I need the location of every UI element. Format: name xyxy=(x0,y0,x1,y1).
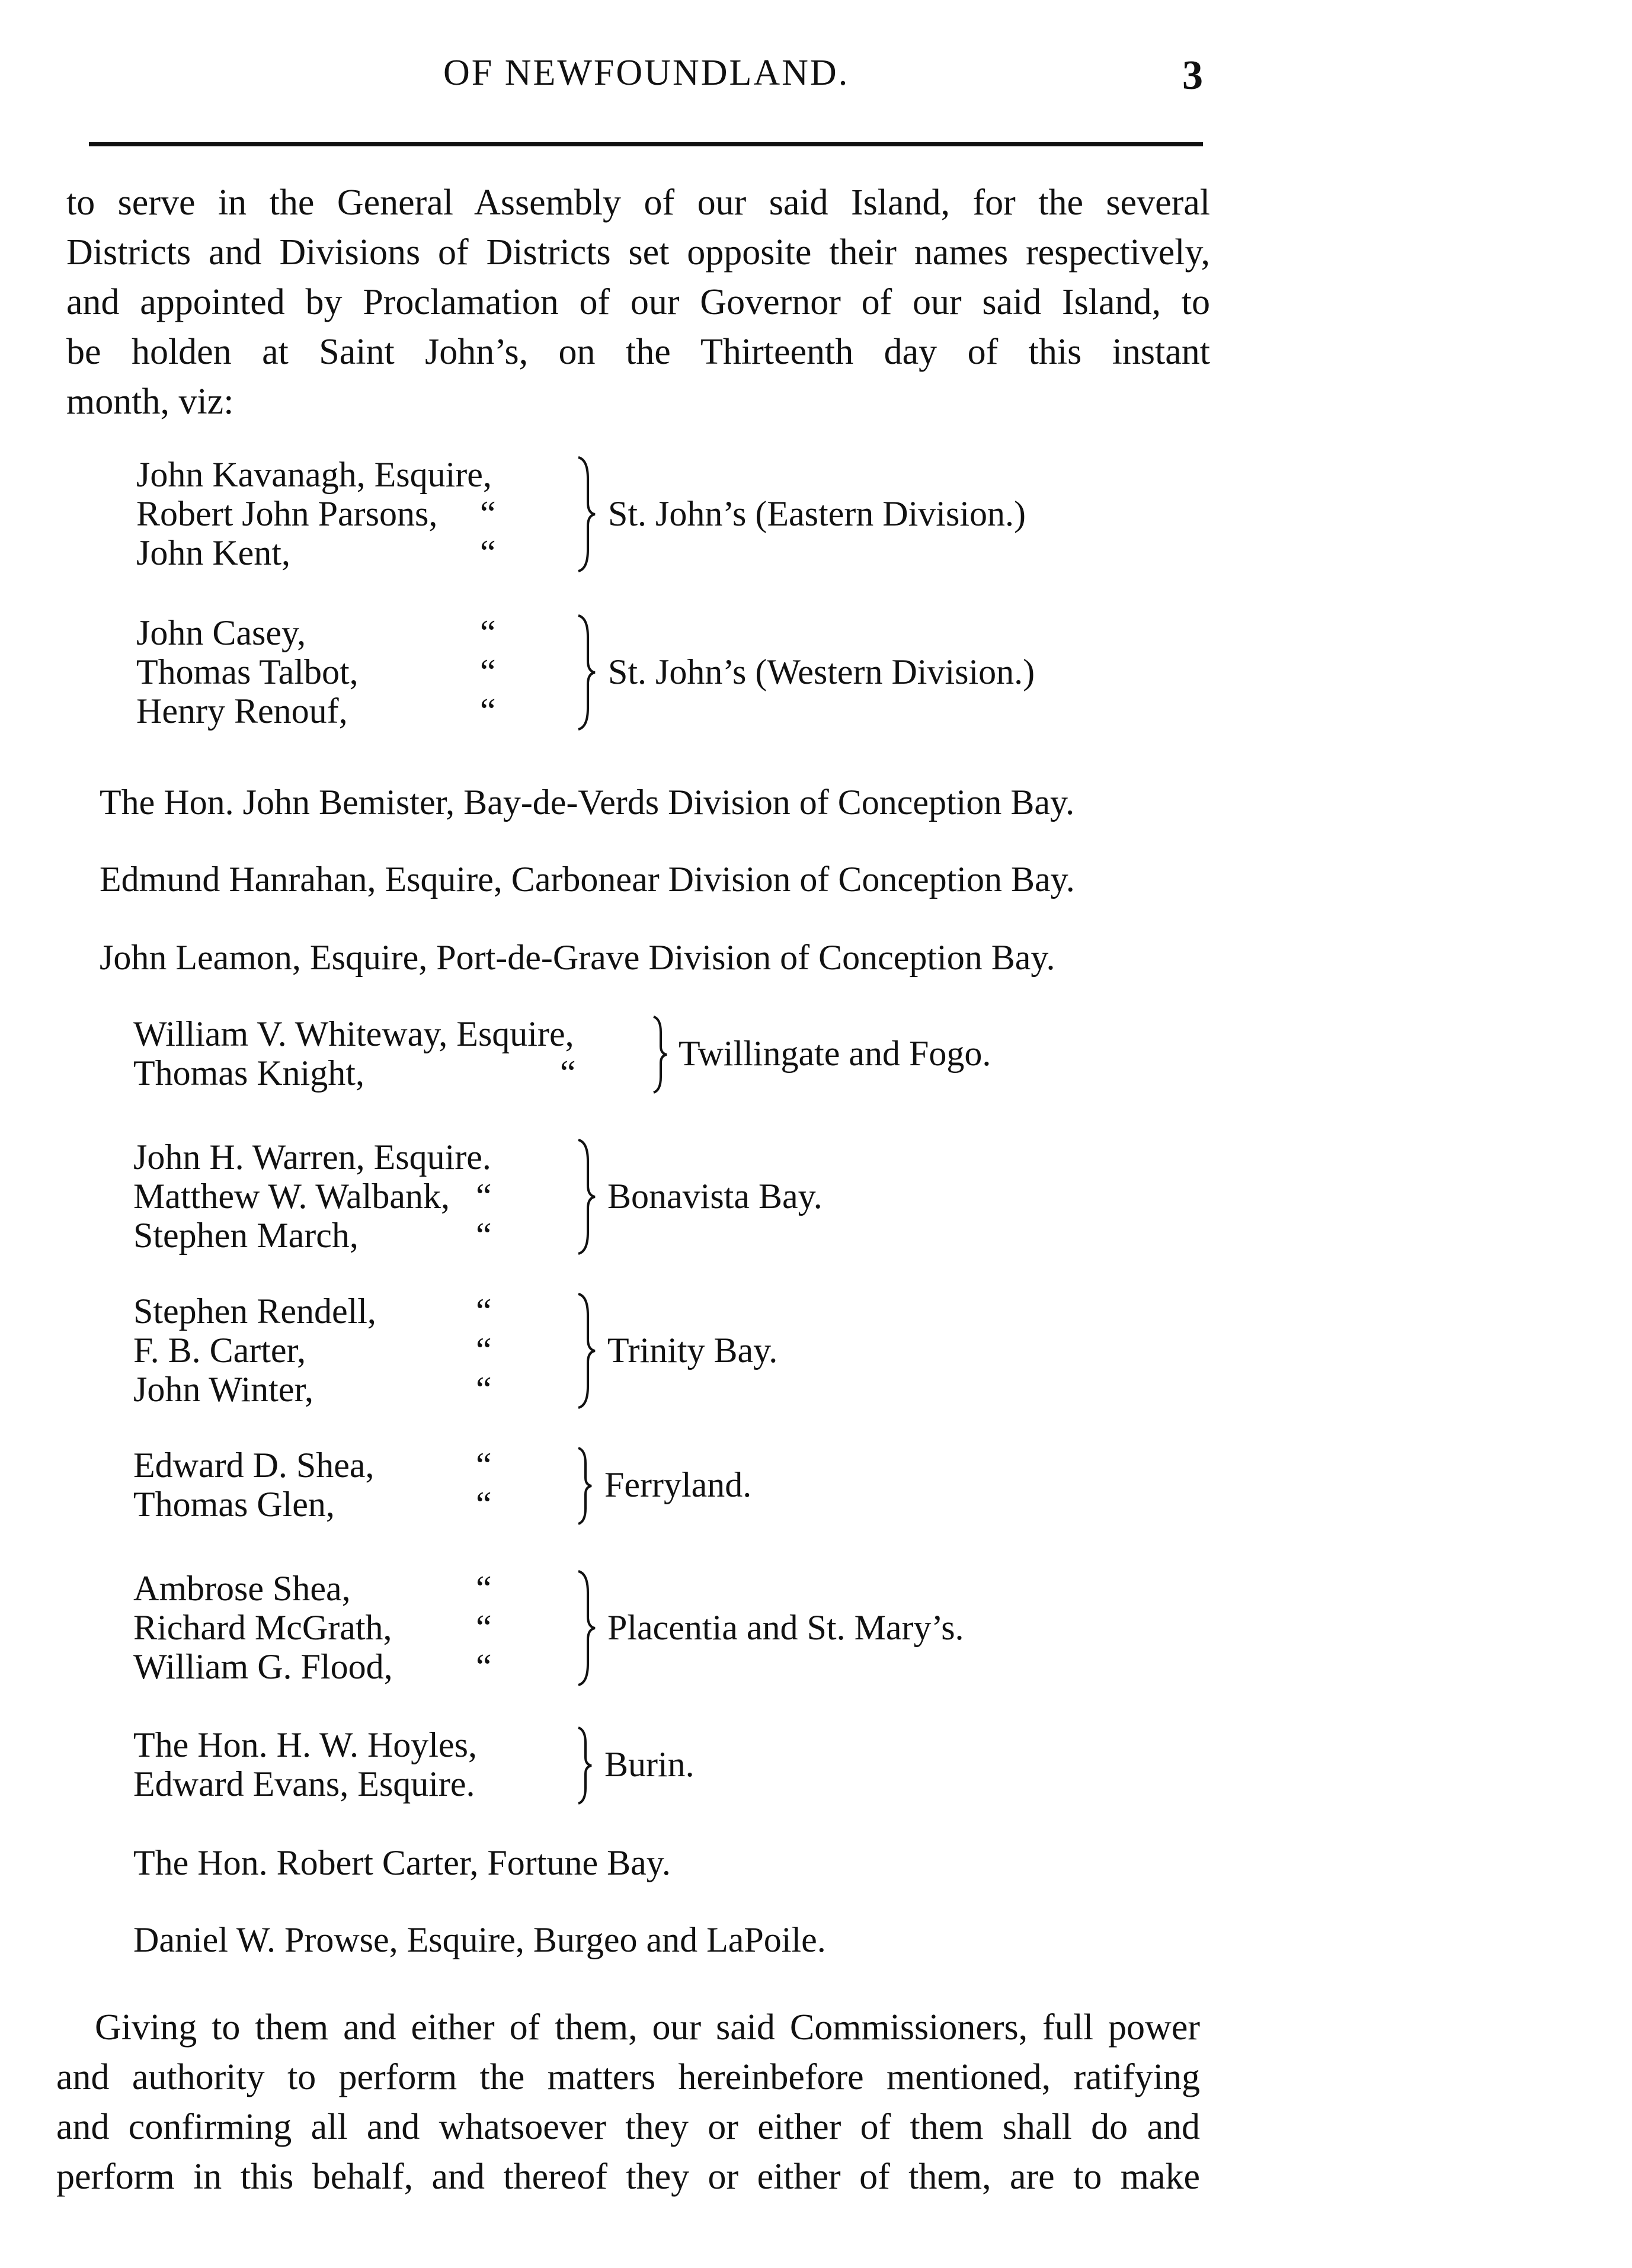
intro-line: to serve in the General Assembly of our said Island, for the several xyxy=(66,182,1210,223)
member-name: F. B. Carter, xyxy=(133,1331,306,1370)
ditto-mark: “ xyxy=(476,1569,492,1608)
page-number: 3 xyxy=(1182,53,1203,98)
member-group-ferryland xyxy=(133,1446,1141,1529)
member-name: Thomas Talbot, xyxy=(136,652,359,691)
header-rule xyxy=(89,142,1203,146)
curly-brace-icon xyxy=(575,1446,595,1526)
member-group-eastern xyxy=(136,455,1144,574)
district-name: St. John’s (Western Division.) xyxy=(608,652,1035,691)
member-group-burin xyxy=(133,1725,1141,1808)
member-name: Stephen Rendell, xyxy=(133,1292,376,1331)
ditto-mark: “ xyxy=(480,691,496,731)
closing-line: Giving to them and either of them, our said Commissioners, full power xyxy=(95,2007,1200,2048)
member-entry: John Leamon, Esquire, Port-de-Grave Division of Conception Bay. xyxy=(100,938,1055,977)
member-name: The Hon. H. W. Hoyles, xyxy=(133,1725,477,1764)
intro-line: month, viz: xyxy=(66,382,234,422)
ditto-mark: “ xyxy=(476,1485,492,1524)
ditto-mark: “ xyxy=(480,494,496,533)
curly-brace-icon xyxy=(575,1138,599,1256)
curly-brace-icon xyxy=(575,455,599,574)
ditto-mark: “ xyxy=(560,1053,576,1093)
member-entry: The Hon. Robert Carter, Fortune Bay. xyxy=(133,1843,671,1882)
running-title: OF NEWFOUNDLAND. xyxy=(443,53,850,93)
ditto-mark: “ xyxy=(476,1446,492,1485)
ditto-mark: “ xyxy=(476,1331,492,1370)
member-name: John Kent, xyxy=(136,533,290,572)
member-entry: Daniel W. Prowse, Esquire, Burgeo and LaPoile. xyxy=(133,1920,826,1959)
ditto-mark: “ xyxy=(480,533,496,572)
member-name: Robert John Parsons, xyxy=(136,494,438,533)
member-group-trinity xyxy=(133,1292,1141,1410)
closing-line: and authority to perform the matters hereinbefore mentioned, ratifying xyxy=(56,2057,1200,2097)
member-name: Thomas Glen, xyxy=(133,1485,335,1524)
member-group-western xyxy=(136,613,1144,732)
member-name: Matthew W. Walbank, xyxy=(133,1177,450,1216)
member-name: Edward D. Shea, xyxy=(133,1446,375,1485)
intro-paragraph xyxy=(66,178,1210,427)
member-name: John Casey, xyxy=(136,613,306,652)
member-group-placentia xyxy=(133,1569,1141,1687)
closing-paragraph xyxy=(56,2003,1200,2202)
ditto-mark: “ xyxy=(476,1177,492,1216)
ditto-mark: “ xyxy=(476,1370,492,1409)
ditto-mark: “ xyxy=(476,1292,492,1331)
member-name: John Kavanagh, Esquire, xyxy=(136,455,492,494)
member-name: Richard McGrath, xyxy=(133,1608,392,1647)
ditto-mark: “ xyxy=(480,613,496,652)
curly-brace-icon xyxy=(575,1725,595,1806)
member-name: Ambrose Shea, xyxy=(133,1569,351,1608)
closing-line: perform in this behalf, and thereof they or either of them, are to make xyxy=(56,2157,1200,2197)
district-name: Burin. xyxy=(604,1745,695,1784)
member-entry: Edmund Hanrahan, Esquire, Carbonear Division of Conception Bay. xyxy=(100,860,1075,899)
district-name: Twillingate and Fogo. xyxy=(679,1034,991,1073)
district-name: Placentia and St. Mary’s. xyxy=(607,1608,964,1647)
member-name: John Winter, xyxy=(133,1370,314,1409)
curly-brace-icon xyxy=(575,1292,599,1410)
intro-line: and appointed by Proclamation of our Governor of our said Island, to xyxy=(66,282,1210,322)
member-name: Edward Evans, Esquire. xyxy=(133,1764,475,1803)
curly-brace-icon xyxy=(575,1569,599,1687)
closing-line: and confirming all and whatsoever they or either of them shall do and xyxy=(56,2107,1200,2147)
member-group-twillingate xyxy=(133,1014,1141,1097)
member-name: Thomas Knight, xyxy=(133,1053,364,1093)
member-name: John H. Warren, Esquire. xyxy=(133,1138,491,1177)
ditto-mark: “ xyxy=(476,1216,492,1255)
district-name: Bonavista Bay. xyxy=(607,1177,823,1216)
member-name: William V. Whiteway, Esquire, xyxy=(133,1014,574,1053)
intro-line: be holden at Saint John’s, on the Thirteenth day of this instant xyxy=(66,332,1210,372)
intro-line: Districts and Divisions of Districts set opposite their names respectively, xyxy=(66,232,1210,273)
ditto-mark: “ xyxy=(480,652,496,691)
member-name: Henry Renouf, xyxy=(136,691,348,731)
member-group-bonavista xyxy=(133,1138,1141,1256)
district-name: St. John’s (Eastern Division.) xyxy=(608,494,1026,533)
curly-brace-icon xyxy=(575,613,599,732)
member-entry: The Hon. John Bemister, Bay-de-Verds Division of Conception Bay. xyxy=(100,783,1075,822)
ditto-mark: “ xyxy=(476,1647,492,1686)
district-name: Trinity Bay. xyxy=(607,1331,778,1370)
member-name: William G. Flood, xyxy=(133,1647,393,1686)
curly-brace-icon xyxy=(650,1014,670,1095)
district-name: Ferryland. xyxy=(604,1465,752,1504)
member-name: Stephen March, xyxy=(133,1216,359,1255)
ditto-mark: “ xyxy=(476,1608,492,1647)
